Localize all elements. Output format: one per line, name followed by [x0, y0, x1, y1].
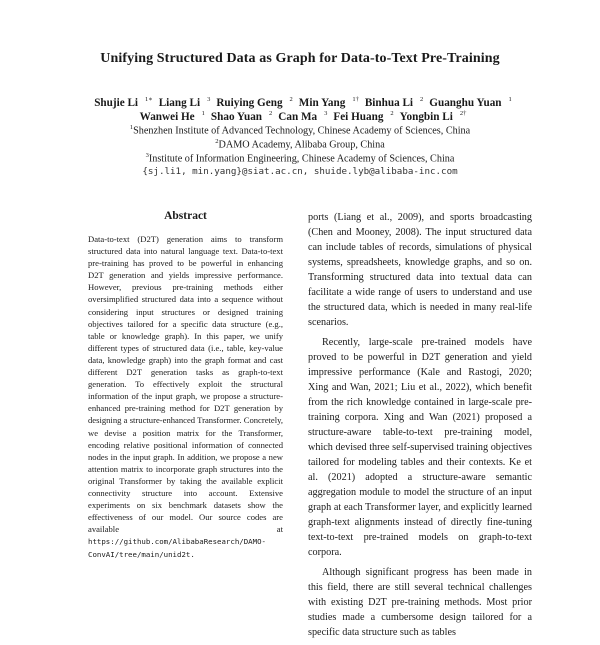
- introduction-column: [308, 210, 532, 645]
- author: [205, 111, 272, 123]
- abstract-body: [88, 233, 283, 562]
- author-name: Min Yang: [298, 96, 346, 109]
- author-affiliation-marker: 2: [269, 110, 273, 117]
- author-name: Yongbin Li: [399, 110, 453, 123]
- author: [359, 97, 423, 109]
- author-affiliation-marker: 1∗: [145, 96, 153, 103]
- affiliation-3-marker: 3: [145, 152, 149, 159]
- author: [293, 97, 359, 109]
- affiliation-2: [0, 138, 600, 150]
- affiliation-1-marker: 1: [129, 124, 134, 131]
- affiliation-1: [0, 124, 600, 136]
- author-affiliation-marker: 1†: [352, 96, 359, 103]
- abstract-text: Data-to-text (D2T) generation aims to transform structured data into natural language text. Data-to-text pre-training has proved to be powerful in enhancing D2T generation and yields impressive performance. However, previous pre-training methods either oversimplified structured data into a sequence without considering input structures or designed training objectives tailored for a specific data structure (e.g., table or knowledge graph). In this paper, we unify different types of structured data (i.e., table, key-value data, knowledge graph) into the graph format and cast different D2T generation tasks as graph-to-text generation. To effectively exploit the structural information of the input graph, we propose a structure-enhanced pre-training method for D2T generation by designing a structure-enhanced Transformer. Concretely, we devise a position matrix for the Transformer, encoding relative positional information of connected nodes in the input graph. In addition, we propose a new attention matrix to incorporate graph structures into the original Transformer by taking the available explicit connectivity structure into account. Extensive experiments on six benchmark datasets show the effectiveness of our model. Our source codes are available at: [88, 234, 283, 535]
- source-code-link[interactable]: https://github.com/AlibabaResearch/DAMO-ConvAI/tree/main/unid2t.: [88, 537, 266, 560]
- affiliation-1-text: Shenzhen Institute of Advanced Technology, Chinese Academy of Sciences, China: [133, 125, 471, 137]
- author-affiliation-marker: 3: [207, 96, 211, 103]
- author-affiliation-marker: 2: [390, 110, 394, 117]
- author-list-line-2: [0, 110, 600, 123]
- contact-emails: {sj.li1, min.yang}@siat.ac.cn, shuide.lyb@alibaba-inc.com: [142, 166, 458, 177]
- author: [327, 111, 393, 123]
- author-name: Shujie Li: [94, 96, 139, 109]
- author: [88, 97, 153, 109]
- author-name: Ruiying Geng: [216, 96, 283, 109]
- affiliation-3: [0, 152, 600, 164]
- abstract-heading: Abstract: [164, 210, 207, 222]
- author: [153, 97, 211, 109]
- intro-paragraph-2: Recently, large-scale pre-trained models have proved to be powerful in D2T generation and yield impressive performance (Kale and Rastogi, 2020; Xing and Wan, 2021; Liu et al., 2022), which benefit from the rich knowledge contained in large-scale pre-training corpora. Xing and Wan (2021) proposed a structure-aware table-to-text pre-training model, which devised three self-supervised training objectives tailored for modeling tables and their contexts. Ke et al. (2021) adopted a structure-aware semantic aggregation module to model the structure of an input graph at each Transformer layer, and explicitly learned graph-text alignments instead of directly fine-tuning text-to-text pre-trained models on graph-to-text corpora.: [308, 337, 532, 558]
- author-name: Fei Huang: [333, 110, 384, 123]
- author-affiliation-marker: 1: [201, 110, 205, 117]
- author-list-line-1: [0, 95, 600, 109]
- intro-paragraph-1: ports (Liang et al., 2009), and sports broadcasting (Chen and Mooney, 2008). The input structured data can include tables of records, simulations of physical systems, spreadsheets, knowledge graphs, and so on. Transforming structured data into textual data can facilitate a wide range of users to understand and use the structured data, which is needed in many real-life scenarios.: [308, 212, 532, 328]
- author: [134, 111, 205, 123]
- intro-paragraph-3: Although significant progress has been made in this field, there are still several technical challenges with existing D2T pre-training methods. Most prior studies made a cumbersome design tailored for a specific data structure such as tables: [308, 567, 532, 638]
- author-name: Liang Li: [158, 96, 201, 109]
- paper-title: Unifying Structured Data as Graph for Data-to-Text Pre-Training: [100, 51, 500, 66]
- author: [210, 97, 292, 109]
- author-affiliation-marker: 1: [508, 96, 512, 103]
- affiliation-3-text: Institute of Information Engineering, Chinese Academy of Sciences, China: [148, 153, 455, 165]
- author: [272, 111, 327, 123]
- author-name: Wanwei He: [139, 110, 195, 123]
- author-affiliation-marker: 2: [420, 96, 424, 103]
- author-affiliation-marker: 2†: [459, 110, 467, 117]
- author: [394, 111, 467, 123]
- author-affiliation-marker: 2: [289, 96, 293, 103]
- author-affiliation-marker: 3: [324, 110, 328, 117]
- author: [423, 97, 512, 109]
- author-name: Can Ma: [278, 110, 318, 123]
- author-name: Shao Yuan: [210, 110, 263, 123]
- affiliation-2-text: DAMO Academy, Alibaba Group, China: [218, 139, 385, 151]
- author-name: Binhua Li: [364, 96, 414, 109]
- affiliation-2-marker: 2: [215, 138, 219, 145]
- author-name: Guanghu Yuan: [429, 96, 502, 109]
